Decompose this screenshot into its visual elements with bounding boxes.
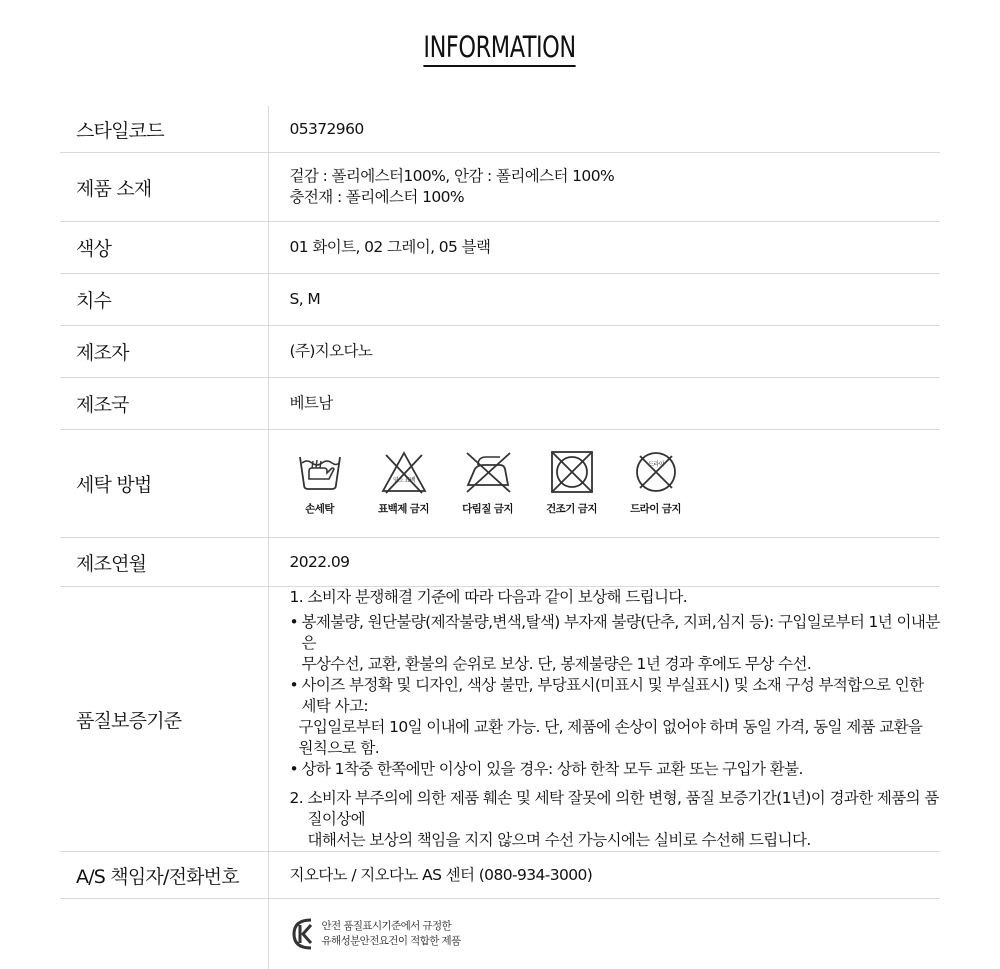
bullet-text: 상하 1착중 한쪽에만 이상이 있을 경우: 상하 한착 모두 교환 또는 구입가 환불.: [302, 759, 803, 780]
page-title: INFORMATION: [424, 30, 576, 67]
row-value: 베트남: [268, 378, 940, 430]
row-label: 스타일코드: [60, 106, 268, 153]
clause-text: 소비자 부주의에 의한 제품 훼손 및 세탁 잘못에 의한 변형, 품질 보증기간(1년)이 경과한 제품의 품질이상에: [308, 788, 941, 830]
wash-label: 건조기 금지: [546, 499, 597, 520]
table-row: [60, 326, 940, 378]
clause-text: 대해서는 보상의 책임을 지지 않으며 수선 가능시에는 실비로 수선해 드립니다.: [308, 830, 811, 851]
wash-item-hand: [290, 449, 350, 520]
quality-clause-2-cont: [290, 830, 941, 851]
row-value: 지오다노 / 지오다노 AS 센터 (080-934-3000): [268, 852, 940, 899]
page-title-wrap: [0, 30, 1000, 67]
material-line-1: 겉감 : 폴리에스터100%, 안감 : 폴리에스터 100%: [290, 166, 941, 187]
clause-text: 소비자 분쟁해결 기준에 따라 다음과 같이 보상해 드립니다.: [308, 587, 688, 608]
table-row: [60, 274, 940, 326]
no-tumble-dry-icon: [548, 449, 596, 495]
row-value: 05372960: [268, 106, 940, 153]
table-row: [60, 222, 940, 274]
wash-symbols: [268, 430, 940, 538]
wash-label: 손세탁: [305, 499, 334, 520]
no-dry-clean-icon: [632, 449, 680, 495]
material-line-2: 충전재 : 폴리에스터 100%: [290, 187, 941, 208]
wash-label: 표백제 금지: [378, 499, 429, 520]
kc-cell: [268, 899, 940, 969]
row-value: 2022.09: [268, 538, 940, 587]
table-row: [60, 106, 940, 153]
info-table: [60, 106, 940, 969]
quality-bullet: [290, 759, 941, 780]
wash-item-iron: [458, 449, 518, 520]
row-label: 품질보증기준: [60, 587, 268, 852]
bullet-text: 사이즈 부정확 및 디자인, 색상 불만, 부당표시(미표시 및 부실표시) 및 소재 구성 부적합으로 인한 세탁 사고:: [302, 675, 941, 717]
bullet-mark: •: [290, 612, 302, 654]
row-value: 01 화이트, 02 그레이, 05 블랙: [268, 222, 940, 274]
row-label: A/S 책임자/전화번호: [60, 852, 268, 899]
bleach-inner-text: 염소 표백: [392, 476, 415, 484]
clause-number: 2.: [290, 788, 308, 830]
dryclean-inner-text: 드라이: [648, 460, 664, 468]
quality-bullet-cont: [290, 654, 941, 675]
wash-item-dryclean: [626, 449, 686, 520]
no-bleach-icon: [380, 449, 428, 495]
quality-bullet: [290, 612, 941, 654]
row-value: (주)지오다노: [268, 326, 940, 378]
table-row: [60, 378, 940, 430]
bullet-mark: •: [290, 759, 302, 780]
table-row: [60, 153, 940, 222]
clause-number: 1.: [290, 587, 308, 608]
row-label: 세탁 방법: [60, 430, 268, 538]
row-label: 제조국: [60, 378, 268, 430]
row-label: 제품 소재: [60, 153, 268, 222]
bullet-text: 구입일로부터 10일 이내에 교환 가능. 단, 제품에 손상이 없어야 하며 동일 가격, 동일 제품 교환을 원칙으로 함.: [299, 717, 941, 759]
wash-label: 드라이 금지: [630, 499, 681, 520]
row-label: [60, 899, 268, 969]
row-label: 제조연월: [60, 538, 268, 587]
no-iron-icon: [464, 449, 512, 495]
table-row: [60, 430, 940, 538]
table-row: [60, 852, 940, 899]
row-label: 치수: [60, 274, 268, 326]
table-row: [60, 899, 940, 969]
quality-bullet: [290, 675, 941, 717]
wash-item-bleach: [374, 449, 434, 520]
row-label: 제조자: [60, 326, 268, 378]
table-row: [60, 538, 940, 587]
wash-item-tumble: [542, 449, 602, 520]
bullet-text: 무상수선, 교환, 환불의 순위로 보상. 단, 봉제불량은 1년 경과 후에도 무상 수선.: [302, 654, 812, 675]
quality-bullet-cont: [290, 717, 941, 759]
kc-line-1: 안전 품질표시기준에서 규정한: [322, 919, 461, 934]
row-value: [268, 153, 940, 222]
bullet-mark: •: [290, 675, 302, 717]
row-value: S, M: [268, 274, 940, 326]
hand-wash-icon: [296, 449, 344, 495]
table-row: [60, 587, 940, 852]
wash-label: 다림질 금지: [462, 499, 513, 520]
kc-line-2: 유해성분안전요건이 적합한 제품: [322, 934, 461, 949]
quality-clause-2: [290, 788, 941, 830]
quality-clause-1: [290, 587, 941, 608]
quality-standard: [268, 587, 940, 852]
row-label: 색상: [60, 222, 268, 274]
bullet-text: 봉제불량, 원단불량(제작불량,변색,탈색) 부자재 불량(단추, 지퍼,심지 등): 구입일로부터 1년 이내분은: [302, 612, 941, 654]
